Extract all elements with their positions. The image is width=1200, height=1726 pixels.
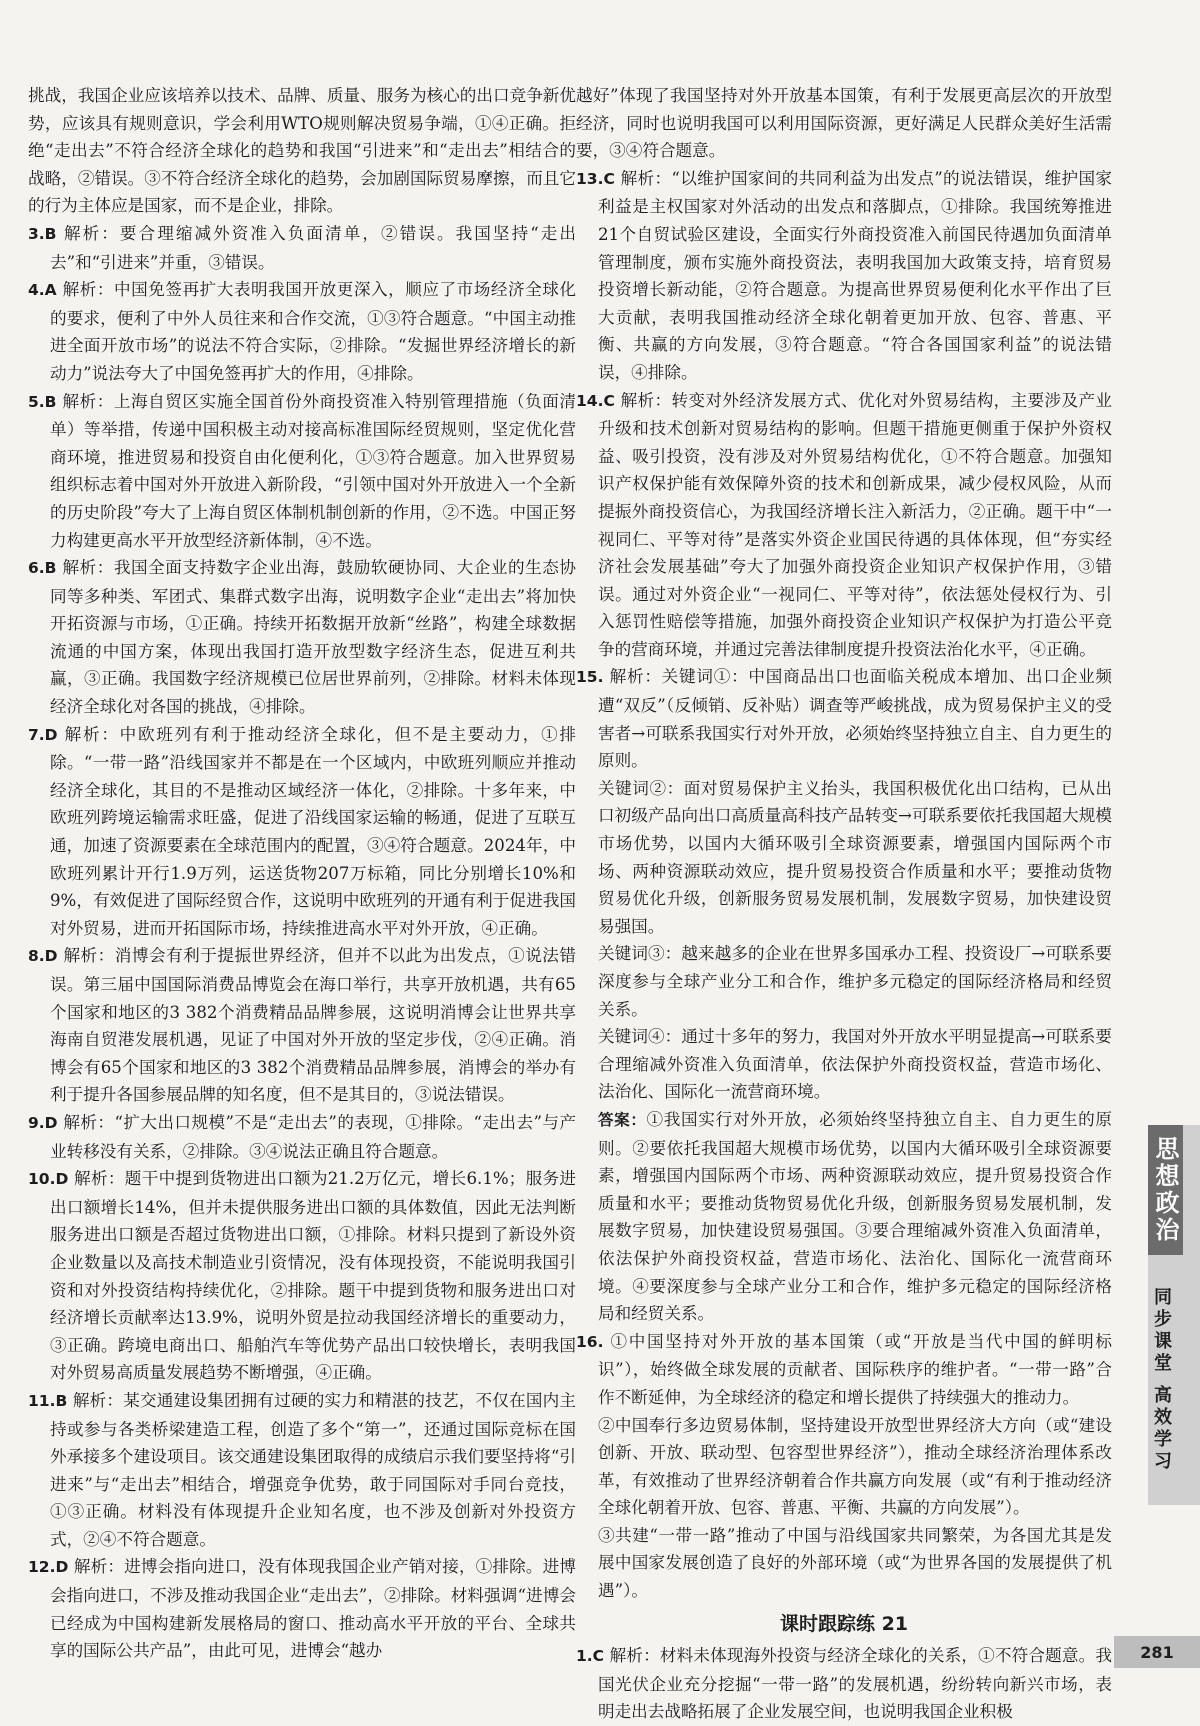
item-text: 解析：“以维护国家间的共同利益为出发点”的说法错误，维护国家利益是主权国家对外活动的出发点和落脚点，①排除。我国统筹推进21个自贸试验区建设，全面实行外商投资准入前国民待遇加负面清单管理制度，颁布实施外商投资法，表明我国加大政策支持，培育贸易投资增长新动能，②符合题意。为提高世界贸易便利化水平作出了巨大贡献，表明我国推动经济全球化朝着更加开放、包容、普惠、平衡、共赢的方向发展，③符合题意。“符合各国国家利益”的说法错误，④排除。	[598, 168, 1113, 382]
section-title: 课时跟踪练 21	[779, 1612, 909, 1635]
item-number: 14.C	[576, 391, 621, 410]
item-number: 7.D	[28, 725, 65, 744]
item-text: 解析：上海自贸区实施全国首份外商投资准入特别管理措施（负面清单）等举措，传递中国积极主动对接高标准国际经贸规则，坚定优化营商环境，推进贸易和投资自由化便利化，①③符合题意。加入世界贸易组织标志着中国对外开放进入新阶段，“引领中国对外开放进入一个全新的历史阶段”夸大了上海自贸区体制机制创新的作用，②不选。中国正努力构建更高水平开放型经济新体制，④不选。	[50, 391, 577, 550]
answer-item	[28, 942, 576, 1109]
series-tab: 同步课堂 高效学习	[1151, 1286, 1172, 1474]
answer-item	[28, 276, 576, 387]
answer-item	[28, 220, 576, 276]
subject-tab: 思想政治	[1148, 1125, 1183, 1255]
side-tab	[1148, 1125, 1200, 1505]
answer-item	[576, 1328, 1112, 1412]
item-number: 10.D	[28, 1170, 75, 1189]
item-text: 挑战，我国企业应该培养以技术、品牌、质量、服务为核心的出口竞争新优势，应该具有规则意识，学会利用WTO规则解决贸易争端，①④正确。拒绝“走出去”不符合经济全球化的趋势和我国“引进来”和“走出去”相结合的战略，②错误。③不符合经济全球化的趋势，会加剧国际贸易摩擦，而且它的行为主体应是国家，而不是企业，排除。	[28, 86, 576, 216]
answer-item	[28, 1553, 576, 1664]
answer-item	[576, 663, 1112, 774]
item-number: 6.B	[28, 559, 63, 578]
item-text: 解析：中欧班列有利于推动经济全球化，但不是主要动力，①排除。“一带一路”沿线国家并不都是在一个区域内，中欧班列顺应并推动经济全球化，其目的不是推动区域经济一体化，②排除。十多年来，中欧班列跨境运输需求旺盛，促进了沿线国家运输的畅通，促进了互联互通，加速了资源要素在全球范围内的配置，③④符合题意。2024年，中欧班列累计开行1.9万列，运送货物207万标箱，同比分别增长10%和9%，有效促进了国际经贸合作，这说明中欧班列的开通有利于促进我国对外贸易，进而开拓国际市场，持续推进高水平对外开放，④正确。	[50, 724, 577, 938]
answer-item	[28, 1165, 576, 1387]
item-number: 9.D	[28, 1113, 64, 1132]
right-column	[576, 82, 1112, 1726]
item-text: 解析：题干中提到货物进出口额为21.2万亿元，增长6.1%；服务进出口额增长14%，但并未提供服务进出口额的具体数值，因此无法判断服务进出口额是否超过货物进出口额，①排除。材料只提到了新设外资企业数量以及高技术制造业引资情况，没有体现投资，不能说明我国引资和对外投资结构持续优化，②排除。题干中提到货物和服务进出口对经济增长贡献率达13.9%，说明外贸是拉动我国经济增长的重要动力，③正确。跨境电商出口、船舶汽车等优势产品出口较快增长，表明我国对外贸易高质量发展趋势不断增强，④正确。	[50, 1169, 576, 1383]
item-number: 15.	[576, 668, 610, 687]
item-text: 解析：关键词①：中国商品出口也面临关税成本增加、出口企业频遭“双反”（反倾销、反补贴）调查等严峻挑战，成为贸易保护主义的受害者→可联系我国实行对外开放，必须始终坚持独立自主、自力更生的原则。	[598, 667, 1113, 771]
page-number: 281	[1114, 1636, 1200, 1668]
keyword-paragraph: ②中国奉行多边贸易体制，坚持建设开放型世界经济大方向（或“建设创新、开放、联动型、包容型世界经济”），推动全球经济治理体系改革，有效推动了世界经济朝着合作共赢方向发展（或“有利于推动经济全球化朝着开放、包容、普惠、平衡、共赢的方向发展”）。	[598, 1415, 1112, 1518]
keyword-paragraph: ③共建“一带一路”推动了中国与沿线国家共同繁荣，为各国尤其是发展中国家发展创造了良好的外部环境（或“为世界各国的发展提供了机遇”）。	[598, 1525, 1112, 1601]
answer-item	[28, 721, 576, 943]
answer-item	[576, 1642, 1112, 1726]
item-text: 解析：转变对外经济发展方式、优化对外贸易结构，主要涉及产业升级和技术创新对贸易结构的影响。但题干措施更侧重于保护外资权益、吸引投资，没有涉及对外贸易结构优化，①不符合题意。加强知识产权保护能有效保障外资的技术和创新成果，减少侵权风险，从而提振外商投资信心，为我国经济增长注入新活力，②正确。题干中“一视同仁、平等对待”是落实外资企业国民待遇的具体体现，但“夯实经济社会发展基础”夸大了加强外商投资企业知识产权保护作用，③错误。通过对外资企业“一视同仁、平等对待”，依法惩处侵权行为、引入惩罚性赔偿等措施，加强外商投资企业知识产权保护为打造公平竞争的营商环境，并通过完善法律制度提升投资法治化水平，④正确。	[598, 390, 1112, 659]
item-number: 13.C	[576, 169, 621, 188]
answer-item	[576, 82, 1112, 165]
item-number: 8.D	[28, 947, 64, 966]
item-number: 1.C	[576, 1647, 610, 1666]
item-text: 解析：材料未体现海外投资与经济全球化的关系，①不符合题意。我国光伏企业充分挖掘“一带一路”的发展机遇，纷纷转向新兴市场，表明走出去战略拓展了企业发展空间，也说明我国企业积极	[598, 1646, 1112, 1722]
item-number: 12.D	[28, 1558, 74, 1577]
keyword-paragraph: 关键词④：通过十多年的努力，我国对外开放水平明显提高→可联系要合理缩减外资准入负面清单，依法保护外商投资权益，营造市场化、法治化、国际化一流营商环境。	[598, 1027, 1112, 1102]
item-number: 4.A	[28, 281, 63, 300]
item-text: 解析：中国免签再扩大表明我国开放更深入，顺应了市场经济全球化的要求，便利了中外人员往来和合作交流，①③符合题意。“中国主动推进全面开放市场”的说法不符合实际，②排除。“发掘世界经济增长的新动力”说法夸大了中国免签再扩大的作用，④排除。	[50, 280, 576, 383]
item-text: 解析：消博会有利于提振世界经济，但并不以此为出发点，①说法错误。第三届中国国际消费品博览会在海口举行，共享开放机遇，共有65个国家和地区的3 382个消费精品品牌参展，这说明消博会让世界共享海南自贸港发展机遇，见证了中国对外开放的坚定步伐，②④正确。消博会有65个国家和地区的3 382个消费精品品牌参展，消博会的举办有利于提升各国参展品牌的知名度，但不是其目的，③说法错误。	[50, 946, 577, 1105]
item-text: 解析：进博会指向进口，没有体现我国企业产销对接，①排除。进博会指向进口，不涉及推动我国企业“走出去”，②排除。材料强调“进博会已经成为中国构建新发展格局的窗口、推动高水平开放的平台、全球共享的国际公共产品”，由此可见，进博会“越办	[50, 1557, 576, 1661]
keyword-paragraph: 关键词②：面对贸易保护主义抬头，我国积极优化出口结构，已从出口初级产品向出口高质量高科技产品转变→可联系要依托我国超大规模市场优势，以国内大循环吸引全球资源要素，增强国内国际两个市场、两种资源联动效应，提升贸易投资合作质量和水平；要推动货物贸易优化升级，创新服务贸易发展机制，发展数字贸易，加快建设贸易强国。	[598, 778, 1112, 936]
answer-item	[576, 387, 1112, 664]
answer-item	[28, 1109, 576, 1165]
answer-item	[576, 165, 1112, 387]
item-text: ①中国坚持对外开放的基本国策（或“开放是当代中国的鲜明标识”），始终做全球发展的贡献者、国际秩序的维护者。“一带一路”合作不断延伸，为全球经济的稳定和增长提供了持续强大的推动力。	[598, 1331, 1113, 1407]
item-text: 解析：某交通建设集团拥有过硬的实力和精湛的技艺，不仅在国内主持或参与各类桥梁建造工程，创造了多个“第一”，还通过国际竞标在国外承接多个建设项目。该交通建设集团取得的成绩启示我们要坚持将“引进来”与“走出去”相结合，增强竞争优势，敢于同国际对手同台竞技，①③正确。材料没有体现提升企业知名度，也不涉及创新对外投资方式，②④不符合题意。	[50, 1390, 577, 1549]
item-text: 解析：我国全面支持数字企业出海，鼓励软硬协同、大企业的生态协同等多种类、军团式、集群式数字出海，说明数字企业“走出去”将加快开拓资源与市场，①正确。持续开拓数据开放新“丝路”，构建全球数据流通的中国方案，体现出我国打造开放型数字经济生态，促进互利共赢，③正确。我国数字经济规模已位居世界前列，②排除。材料未体现经济全球化对各国的挑战，④排除。	[50, 558, 577, 717]
answer-paragraph	[576, 1106, 1112, 1328]
item-number: 16.	[576, 1332, 611, 1351]
answer-item	[28, 82, 576, 220]
answer-item	[28, 1387, 576, 1554]
item-number: 11.B	[28, 1391, 73, 1410]
item-text: 解析：要合理缩减外资准入负面清单，②错误。我国坚持“走出去”和“引进来”并重，③错误。	[50, 223, 577, 272]
item-text: 解析：“扩大出口规模”不是“走出去”的表现，①排除。“走出去”与产业转移没有关系，②排除。③④说法正确且符合题意。	[50, 1112, 577, 1161]
answer-label: 答案：	[598, 1110, 647, 1129]
keyword-paragraph: 关键词③：越来越多的企业在世界多国承办工程、投资设厂→可联系要深度参与全球产业分工和合作，维护多元稳定的国际经济格局和经贸关系。	[598, 944, 1112, 1019]
left-column	[28, 82, 576, 1665]
answer-item	[28, 554, 576, 721]
item-text: 越好”体现了我国坚持对外开放基本国策，有利于发展更高层次的开放型经济，同时也说明我国可以利用国际资源，更好满足人民群众美好生活需要，③④符合题意。	[576, 86, 1112, 161]
item-number: 3.B	[28, 224, 64, 243]
item-number: 5.B	[28, 392, 63, 411]
answer-item	[28, 388, 576, 555]
answer-text: ①我国实行对外开放，必须始终坚持独立自主、自力更生的原则。②要依托我国超大规模市场优势，以国内大循环吸引全球资源要素，增强国内国际两个市场、两种资源联动效应，提升贸易投资合作质量和水平；要推动货物贸易优化升级，创新服务贸易发展机制，发展数字贸易，加快建设贸易强国。③要合理缩减外资准入负面清单，依法保护外商投资权益，营造市场化、法治化、国际化一流营商环境。④要深度参与全球产业分工和合作，维护多元稳定的国际经济格局和经贸关系。	[598, 1109, 1112, 1324]
